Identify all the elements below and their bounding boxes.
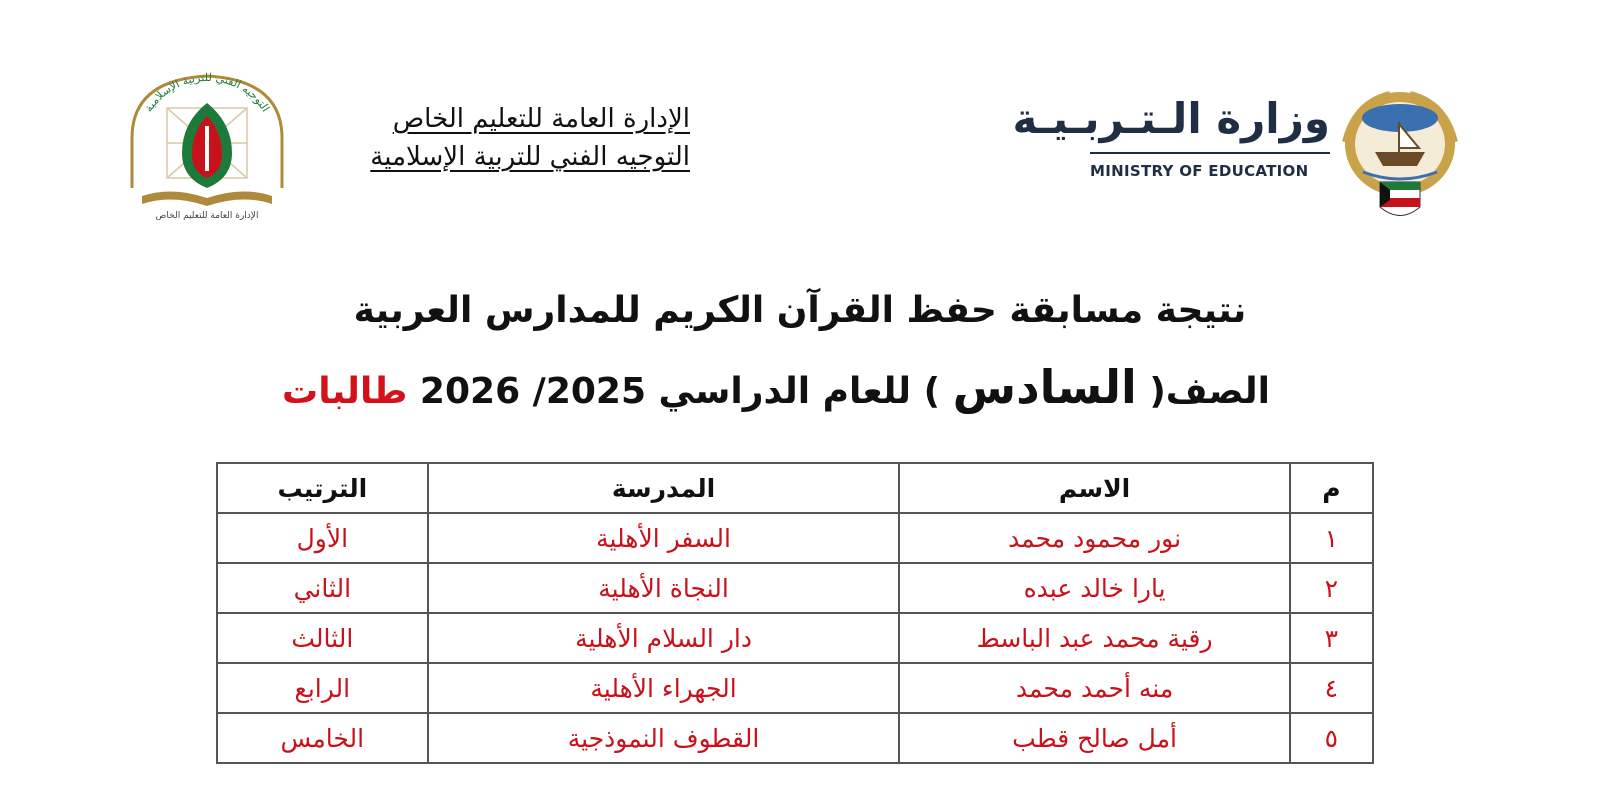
header-number: م (1290, 463, 1373, 513)
row-number: ٣ (1290, 613, 1373, 663)
kuwait-emblem-icon (1335, 82, 1465, 227)
student-name: نور محمود محمد (899, 513, 1289, 563)
subtitle-year: ) للعام الدراسي 2025/ 2026 (419, 371, 941, 412)
student-name: أمل صالح قطب (899, 713, 1289, 763)
ministry-name-english: MINISTRY OF EDUCATION (1090, 162, 1309, 180)
row-number: ١ (1290, 513, 1373, 563)
page-subtitle (282, 360, 1270, 414)
student-name: رقية محمد عبد الباسط (899, 613, 1289, 663)
table-header-row (217, 463, 1373, 513)
rank: الرابع (217, 663, 428, 713)
school-name: النجاة الأهلية (428, 563, 900, 613)
rank: الخامس (217, 713, 428, 763)
student-name: منه أحمد محمد (899, 663, 1289, 713)
table-row (217, 613, 1373, 663)
table-row (217, 513, 1373, 563)
logo-arc-text: التوجيه الفني للتربية الإسلامية (141, 70, 273, 115)
header-school: المدرسة (428, 463, 900, 513)
gender-label: طالبات (282, 371, 408, 412)
logo-bottom-text: الإدارة العامة للتعليم الخاص (155, 211, 259, 220)
grade-name: السادس (952, 360, 1137, 414)
row-number: ٤ (1290, 663, 1373, 713)
ministry-wordmark (1012, 92, 1330, 202)
school-name: القطوف النموذجية (428, 713, 900, 763)
rank: الثالث (217, 613, 428, 663)
row-number: ٥ (1290, 713, 1373, 763)
student-name: يارا خالد عبده (899, 563, 1289, 613)
department-logo (112, 68, 302, 220)
header-rank: الترتيب (217, 463, 428, 513)
rank: الثاني (217, 563, 428, 613)
department-heading (320, 100, 690, 176)
row-number: ٢ (1290, 563, 1373, 613)
ministry-name-arabic: وزارة الـتـربـيـة (1012, 94, 1330, 143)
table-row (217, 563, 1373, 613)
table-row (217, 713, 1373, 763)
ministry-divider (1090, 152, 1330, 154)
results-table (216, 462, 1374, 764)
page-title: نتيجة مسابقة حفظ القرآن الكريم للمدارس العربية (353, 290, 1247, 331)
rank: الأول (217, 513, 428, 563)
school-name: دار السلام الأهلية (428, 613, 900, 663)
department-line-1: الإدارة العامة للتعليم الخاص (392, 104, 690, 134)
department-line-2: التوجيه الفني للتربية الإسلامية (370, 142, 690, 172)
school-name: السفر الأهلية (428, 513, 900, 563)
school-name: الجهراء الأهلية (428, 663, 900, 713)
subtitle-prefix: الصف( (1149, 371, 1270, 412)
table-row (217, 663, 1373, 713)
header-name: الاسم (899, 463, 1289, 513)
